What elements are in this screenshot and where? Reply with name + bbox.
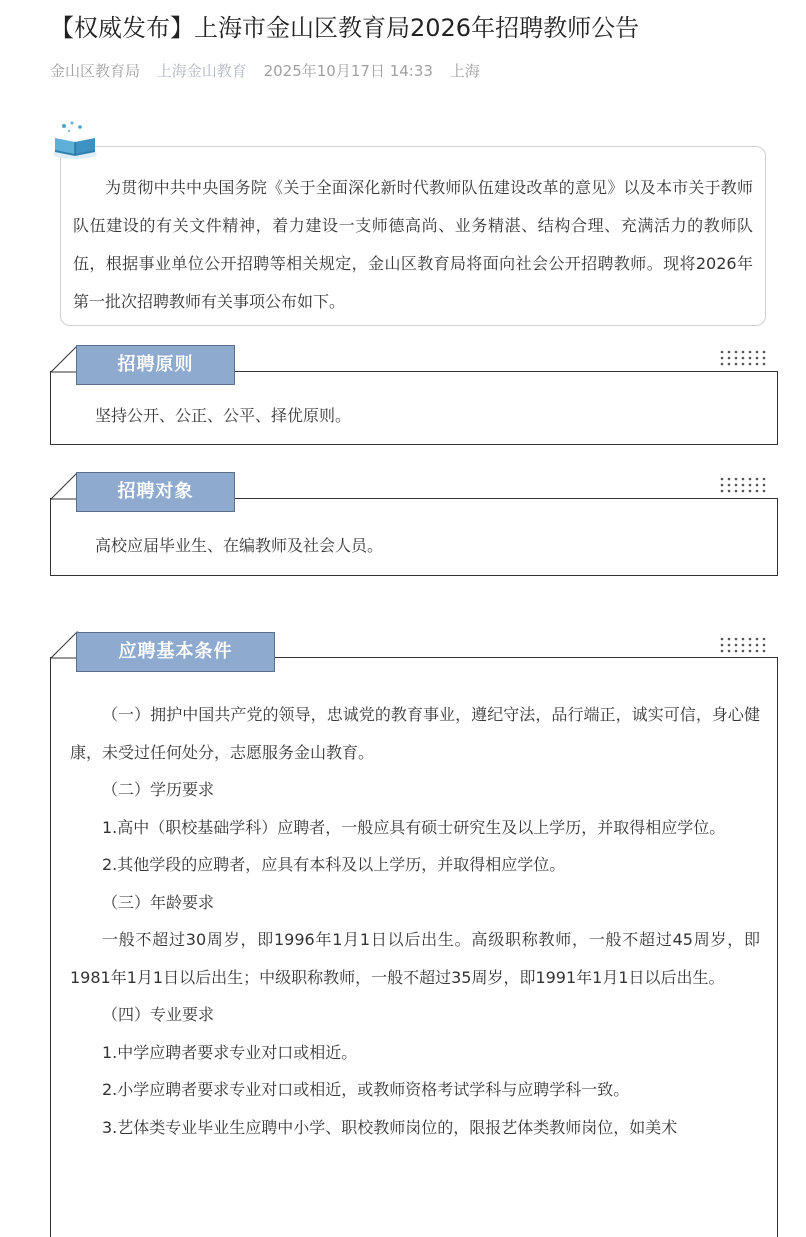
dot-grid-icon (720, 350, 768, 366)
conditions-content (70, 696, 760, 1146)
principle-header: 招聘原则 (76, 345, 235, 385)
meta-source: 金山区教育局 (50, 62, 141, 80)
condition-paragraph: 1.中学应聘者要求专业对口或相近。 (102, 1042, 358, 1062)
intro-paragraph: 为贯彻中共中央国务院《关于全面深化新时代教师队伍建设改革的意见》以及本市关于教师队伍建设的有关文件精神，着力建设一支师德高尚、业务精湛、结构合理、充满活力的教师队伍，根据事业单位公开招聘等相关规定，金山区教育局将面向社会公开招聘教师。现将2026年第一批次招聘教师有关事项公布如下。 (73, 178, 753, 311)
condition-paragraph: 2.其他学段的应聘者，应具有本科及以上学历，并取得相应学位。 (102, 855, 566, 874)
conditions-header: 应聘基本条件 (76, 632, 275, 672)
target-text: 高校应届毕业生、在编教师及社会人员。 (95, 536, 384, 555)
principle-corner (50, 345, 78, 373)
condition-paragraph: （一）拥护中国共产党的领导，忠诚党的教育事业，遵纪守法，品行端正，诚实可信，身心健康，未受过任何处分，志愿服务金山教育。 (70, 705, 760, 762)
condition-paragraph: 1.高中（职校基础学科）应聘者，一般应具有硕士研究生及以上学历，并取得相应学位。 (102, 817, 726, 837)
meta-datetime: 2025年10月17日 14:33 (263, 62, 433, 80)
intro-box (60, 146, 766, 326)
dot-grid-icon (720, 637, 768, 653)
article-title: 【权威发布】上海市金山区教育局2026年招聘教师公告 (50, 14, 640, 42)
condition-paragraph: （四）专业要求 (102, 1005, 215, 1024)
target-corner (50, 472, 78, 500)
condition-paragraph: 2.小学应聘者要求专业对口或相近，或教师资格考试学科与应聘学科一致。 (102, 1080, 630, 1099)
meta-account-link[interactable]: 上海金山教育 (156, 62, 247, 80)
condition-paragraph: （二）学历要求 (102, 780, 215, 799)
article-meta (50, 58, 492, 84)
meta-location: 上海 (449, 62, 480, 80)
condition-paragraph: 3.艺体类专业毕业生应聘中小学、职校教师岗位的，限报艺体类教师岗位，如美术 (102, 1117, 678, 1137)
condition-paragraph: （三）年龄要求 (102, 892, 215, 912)
book-reading-icon (50, 118, 100, 162)
conditions-corner (50, 631, 78, 659)
principle-text: 坚持公开、公正、公平、择优原则。 (95, 406, 352, 425)
dot-grid-icon (720, 477, 768, 493)
target-header: 招聘对象 (76, 472, 235, 512)
condition-paragraph: 一般不超过30周岁，即1996年1月1日以后出生。高级职称教师，一般不超过45周岁，即1981年1月1日以后出生；中级职称教师，一般不超过35周岁，即1991年1月1日以后出生。 (70, 930, 760, 987)
